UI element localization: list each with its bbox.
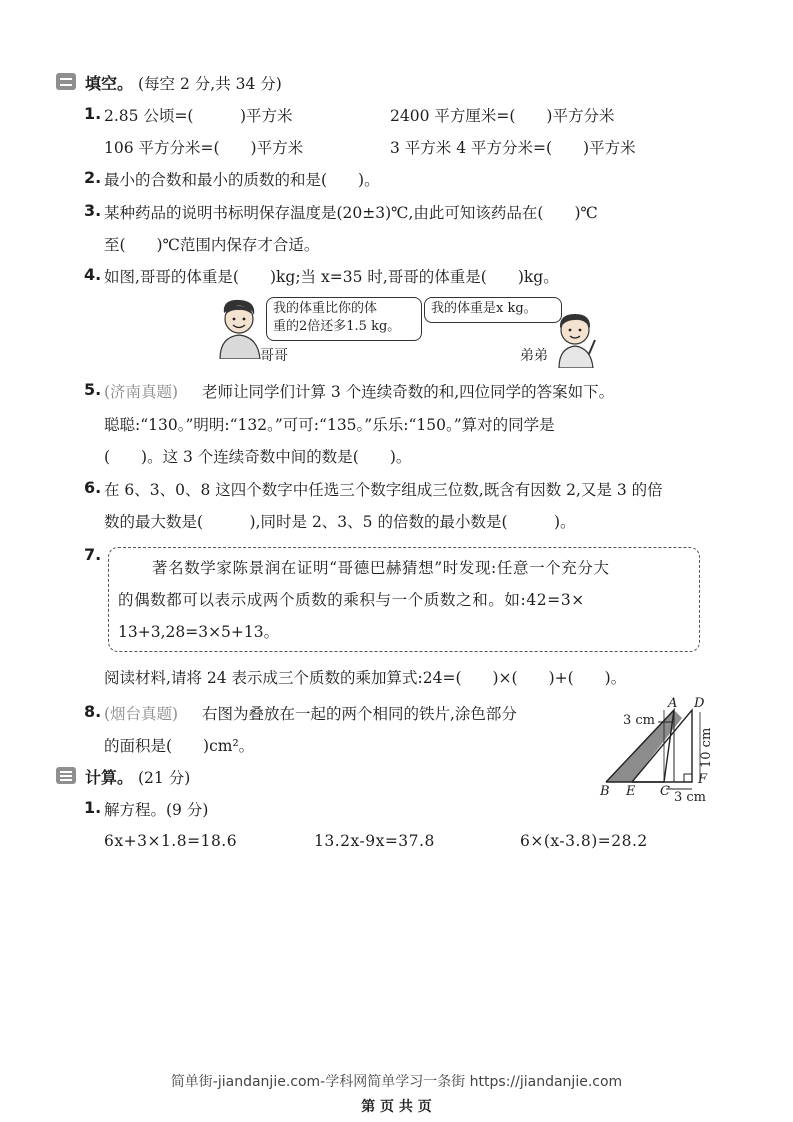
section-three-title: 计算。 [85, 768, 134, 787]
q5-number: 5. [84, 380, 102, 399]
q1-item-b: 2400 平方厘米=( )平方分米 [390, 107, 615, 125]
q3-line1: 某种药品的说明书标明保存温度是(20±3)℃,由此可知该药品在( )℃ [104, 204, 598, 222]
q2-number: 2. [84, 168, 102, 187]
q1-item-a: 2.85 公顷=( )平方米 [104, 107, 293, 125]
page-number: 第 页 共 页 [361, 1099, 432, 1115]
q4-number: 4. [84, 265, 102, 284]
q8-number: 8. [84, 702, 102, 721]
q4-text: 如图,哥哥的体重是( )kg;当 x=35 时,哥哥的体重是( )kg。 [104, 268, 559, 286]
fig-dim-side: 10 cm [699, 727, 714, 768]
q7-box-line3: 13+3,28=3×5+13。 [118, 623, 280, 641]
q8-line2: 的面积是( )cm²。 [104, 737, 255, 755]
fig-label-a: A [668, 696, 678, 711]
q7-box-line2: 的偶数都可以表示成两个质数的乘积与一个质数之和。如:42=3× [118, 591, 585, 609]
fig-dim-top: 3 cm [623, 713, 656, 728]
older-brother-label: 哥哥 [260, 348, 288, 364]
q6-number: 6. [84, 478, 102, 497]
section-three-score: (21 分) [138, 769, 191, 787]
equation-1: 6x+3×1.8=18.6 [104, 832, 238, 850]
fig-dim-bottom: 3 cm [674, 790, 707, 805]
equation-3: 6×(x-3.8)=28.2 [520, 832, 648, 850]
section-two-icon [56, 73, 76, 90]
footer-watermark-line: 简单街-jiandanjie.com-学科网简单学习一条街 https://jiandanjie.com [170, 1074, 623, 1090]
bubble-left-line2: 重的2倍还多1.5 kg。 [273, 319, 401, 334]
q7-box-line1: 著名数学家陈景润在证明“哥德巴赫猜想”时发现:任意一个充分大 [152, 559, 610, 577]
section-two-score: (每空 2 分,共 34 分) [138, 75, 282, 93]
section-three-icon [56, 767, 76, 784]
equation-2: 13.2x-9x=37.8 [314, 832, 435, 850]
q6-line1: 在 6、3、0、8 这四个数字中任选三个数字组成三位数,既含有因数 2,又是 3 的倍 [104, 481, 663, 499]
fig-label-d: D [694, 696, 705, 711]
fig-label-c: C [660, 784, 670, 799]
younger-brother-speech-bubble [424, 297, 562, 323]
q3-number: 3. [84, 201, 102, 220]
fig-label-f: F [698, 772, 708, 787]
younger-brother-illustration [553, 310, 599, 368]
q1-item-c: 106 平方分米=( )平方米 [104, 139, 304, 157]
s3-q1-number: 1. [84, 798, 102, 817]
section-two-title: 填空。 [85, 74, 134, 93]
q3-line2: 至( )℃范围内保存才合适。 [104, 236, 320, 254]
q8-source-tag: (烟台真题) [104, 705, 179, 723]
q2-text: 最小的合数和最小的质数的和是( )。 [104, 171, 380, 189]
q7-number: 7. [84, 545, 102, 564]
bubble-right-text: 我的体重是x kg。 [431, 301, 537, 316]
fig-label-e: E [626, 784, 636, 799]
q1-number: 1. [84, 104, 102, 123]
q5-line1: 老师让同学们计算 3 个连续奇数的和,四位同学的答案如下。 [202, 383, 615, 401]
q5-source-tag: (济南真题) [104, 383, 179, 401]
older-brother-illustration [214, 297, 264, 359]
q1-item-d: 3 平方米 4 平方分米=( )平方米 [390, 139, 636, 157]
q5-line3: ( )。这 3 个连续奇数中间的数是( )。 [104, 448, 412, 466]
fig-label-b: B [600, 784, 610, 799]
q6-line2: 数的最大数是( ),同时是 2、3、5 的倍数的最小数是( )。 [104, 513, 576, 531]
s3-q1-text: 解方程。(9 分) [104, 801, 209, 819]
q7-question: 阅读材料,请将 24 表示成三个质数的乘加算式:24=( )×( )+( )。 [104, 669, 627, 687]
q8-line1: 右图为叠放在一起的两个相同的铁片,涂色部分 [202, 705, 517, 723]
older-brother-speech-bubble [266, 297, 422, 341]
younger-brother-label: 弟弟 [520, 348, 548, 364]
q5-line2: 聪聪:“130。”明明:“132。”可可:“135。”乐乐:“150。”算对的同学是 [104, 416, 555, 434]
bubble-left-line1: 我的体重比你的体 [273, 301, 378, 316]
